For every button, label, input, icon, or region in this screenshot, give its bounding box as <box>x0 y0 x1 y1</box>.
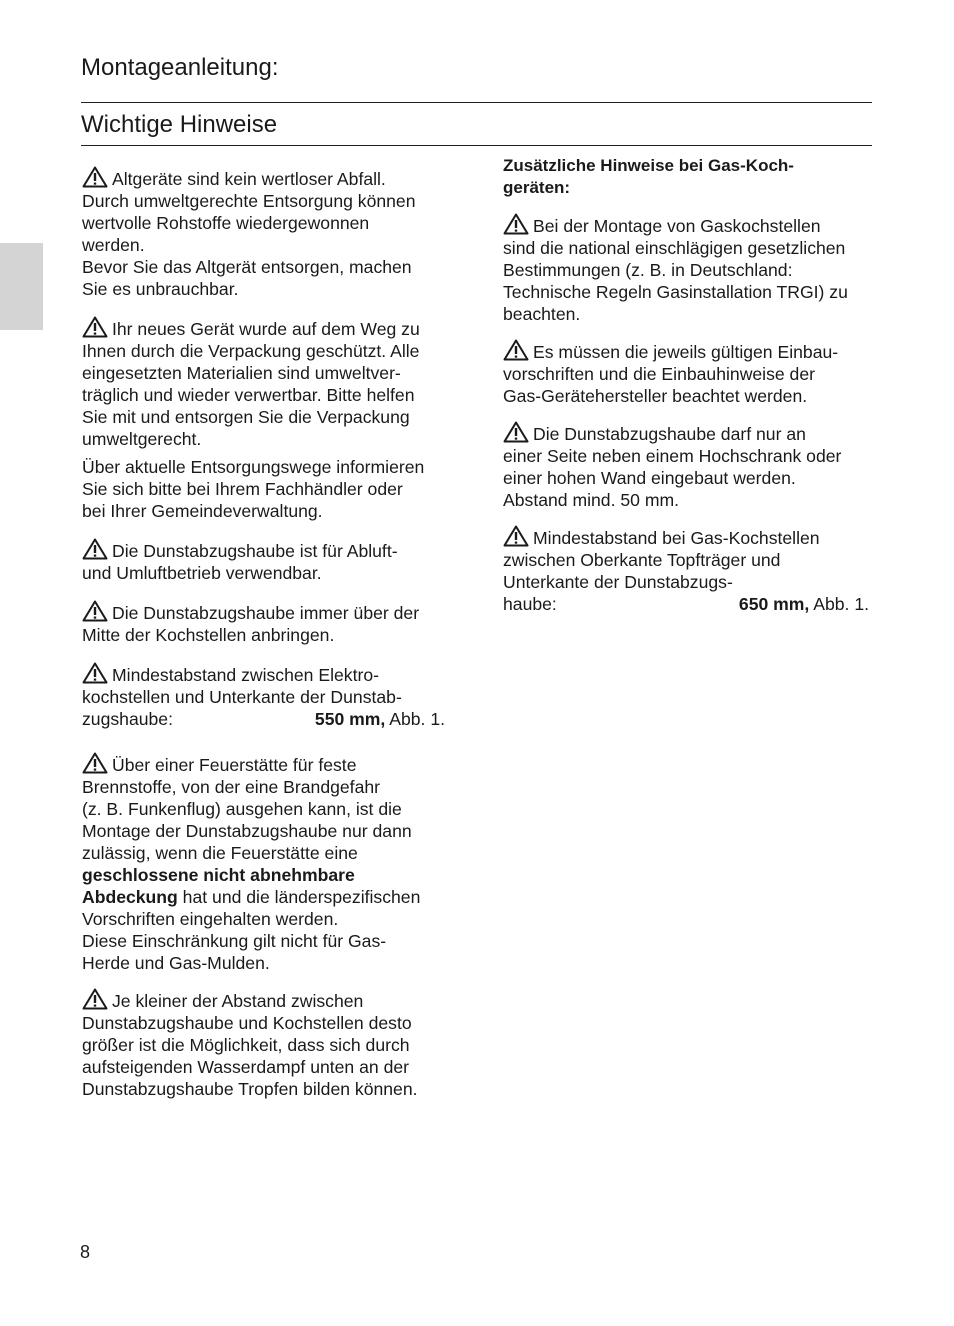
notice-condensation: Je kleiner der Abstand zwischen Dunstabzugshaube und Kochstellen desto größer ist die Möglichkeit, dass sich durch aufsteigenden Wasserdampf unten an der Dunstabzugshaube Tropfen bilden können. <box>82 988 452 1100</box>
notice-operation-mode: Die Dunstabzugshaube ist für Abluft- und Umluftbetrieb verwendbar. <box>82 538 452 584</box>
warning-icon <box>82 988 108 1010</box>
warning-icon <box>503 421 529 443</box>
warning-icon <box>503 339 529 361</box>
warning-icon <box>82 538 108 560</box>
title-divider <box>81 102 872 103</box>
warning-icon <box>82 600 108 622</box>
right-column <box>503 155 875 615</box>
notice-gas-installation: Es müssen die jeweils gültigen Einbau- vorschriften und die Einbauhinweise der Gas-Gerätehersteller beachtet werden. <box>503 339 875 407</box>
gas-subheading: Zusätzliche Hinweise bei Gas-Koch- geräten: <box>503 156 794 197</box>
notice-disposal-info: Über aktuelle Entsorgungswege informieren Sie sich bitte bei Ihrem Fachhändler oder bei Ihrer Gemeindeverwaltung. <box>82 457 425 521</box>
warning-icon <box>82 752 108 774</box>
notice-packaging: Ihr neues Gerät wurde auf dem Weg zu Ihnen durch die Verpackung geschützt. Alle eingesetzten Materialien sind umweltver- träglich und wieder verwertbar. Bitte helfen Sie mit und entsorgen Sie die Verpackung umweltgerecht. <box>82 316 452 450</box>
warning-icon <box>503 525 529 547</box>
warning-icon <box>82 662 108 684</box>
side-tab-marker <box>0 243 43 330</box>
distance-value: 650 mm, <box>738 594 810 614</box>
left-column <box>82 166 452 1100</box>
distance-value: 550 mm, <box>314 709 386 729</box>
notice-disposal: Altgeräte sind kein wertloser Abfall. Durch umweltgerechte Entsorgung können wertvolle Rohstoffe wiedergewonnen werden. Bevor Sie das Altgerät entsorgen, machen Sie es unbrauchbar. <box>82 166 452 300</box>
notice-solid-fuel: Über einer Feuerstätte für feste Brennstoffe, von der eine Brandgefahr (z. B. Funkenflug) ausgehen kann, ist die Montage der Dunstabzugshaube nur dann zulässig, wenn die Feuerstätte eine geschlossene nicht abnehmbare Abdeckung hat und die länderspezifischen Vorschriften eingehalten werden. Diese Einschränkung gilt nicht für Gas- Herde und Gas-Mulden. <box>82 752 452 974</box>
page-title: Montageanleitung: <box>81 54 279 81</box>
notice-side-clearance: Die Dunstabzugshaube darf nur an einer Seite neben einem Hochschrank oder einer hohen Wand eingebaut werden. Abstand mind. 50 mm. <box>503 421 875 511</box>
section-title: Wichtige Hinweise <box>81 111 278 138</box>
warning-icon <box>82 166 108 188</box>
notice-gas-regulations: Bei der Montage von Gaskochstellen sind die national einschlägigen gesetzlichen Bestimmungen (z. B. in Deutschland: Technische Regeln Gasinstallation TRGI) zu beachten. <box>503 213 875 325</box>
page-number: 8 <box>80 1242 91 1262</box>
notice-mounting-center: Die Dunstabzugshaube immer über der Mitte der Kochstellen anbringen. <box>82 600 452 646</box>
section-divider <box>81 145 872 146</box>
notice-min-distance-gas: Mindestabstand bei Gas-Kochstellen zwischen Oberkante Topfträger und Unterkante der Dunstabzugs- haube: 650 mm, Abb. 1. <box>503 525 875 615</box>
notice-min-distance-electric: Mindestabstand zwischen Elektro- kochstellen und Unterkante der Dunstab- zugshaube: 550 mm, Abb. 1. <box>82 662 452 730</box>
warning-icon <box>82 316 108 338</box>
warning-icon <box>503 213 529 235</box>
